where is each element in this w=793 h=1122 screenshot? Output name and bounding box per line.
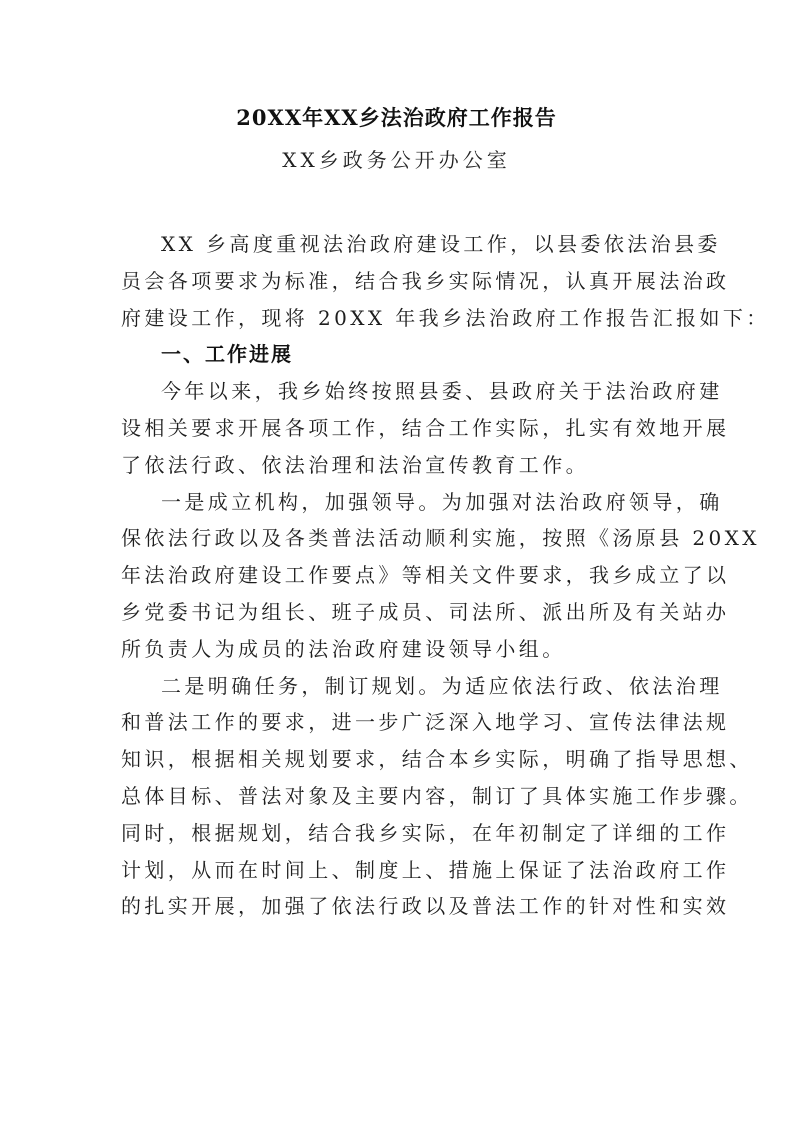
paragraph-line: 一是成立机构，加强领导。为加强对法治政府领导，确 — [161, 489, 723, 514]
paragraph-line: 同时，根据规划，结合我乡实际，在年初制定了详细的工作 — [121, 820, 730, 845]
paragraph-line: 乡党委书记为组长、班子成员、司法所、派出所及有关站办 — [121, 599, 730, 624]
paragraph-line: 总体目标、普法对象及主要内容，制订了具体实施工作步骤。 — [121, 783, 753, 808]
paragraph-line: 今年以来，我乡始终按照县委、县政府关于法治政府建 — [161, 379, 723, 404]
paragraph-line: 设相关要求开展各项工作，结合工作实际，扎实有效地开展 — [121, 415, 730, 440]
document-subtitle: XX乡政务公开办公室 — [282, 148, 511, 172]
document-title: 20XX年XX乡法治政府工作报告 — [236, 105, 557, 130]
paragraph-line: 所负责人为成员的法治政府建设领导小组。 — [121, 636, 566, 661]
paragraph-line: 二是明确任务，制订规划。为适应依法行政、依法治理 — [161, 673, 723, 698]
paragraph-line: 保依法行政以及各类普法活动顺利实施，按照《汤原县 20XX — [121, 526, 760, 551]
document-body — [121, 226, 770, 925]
section-heading: 一、工作进展 — [161, 342, 293, 367]
paragraph-line: 年法治政府建设工作要点》等相关文件要求，我乡成立了以 — [121, 563, 730, 588]
paragraph-line: 的扎实开展，加强了依法行政以及普法工作的针对性和实效 — [121, 894, 730, 919]
paragraph-line: 员会各项要求为标准，结合我乡实际情况，认真开展法治政 — [121, 268, 730, 293]
paragraph-line: 计划，从而在时间上、制度上、措施上保证了法治政府工作 — [121, 857, 730, 882]
paragraph-line: 府建设工作，现将 20XX 年我乡法治政府工作报告汇报如下： — [121, 305, 770, 330]
paragraph-line: XX 乡高度重视法治政府建设工作，以县委依法治县委 — [161, 232, 721, 256]
paragraph-line: 了依法行政、依法治理和法治宣传教育工作。 — [121, 452, 589, 477]
paragraph-line: 知识，根据相关规划要求，结合本乡实际，明确了指导思想、 — [121, 747, 753, 772]
paragraph-line: 和普法工作的要求，进一步广泛深入地学习、宣传法律法规 — [121, 710, 730, 735]
